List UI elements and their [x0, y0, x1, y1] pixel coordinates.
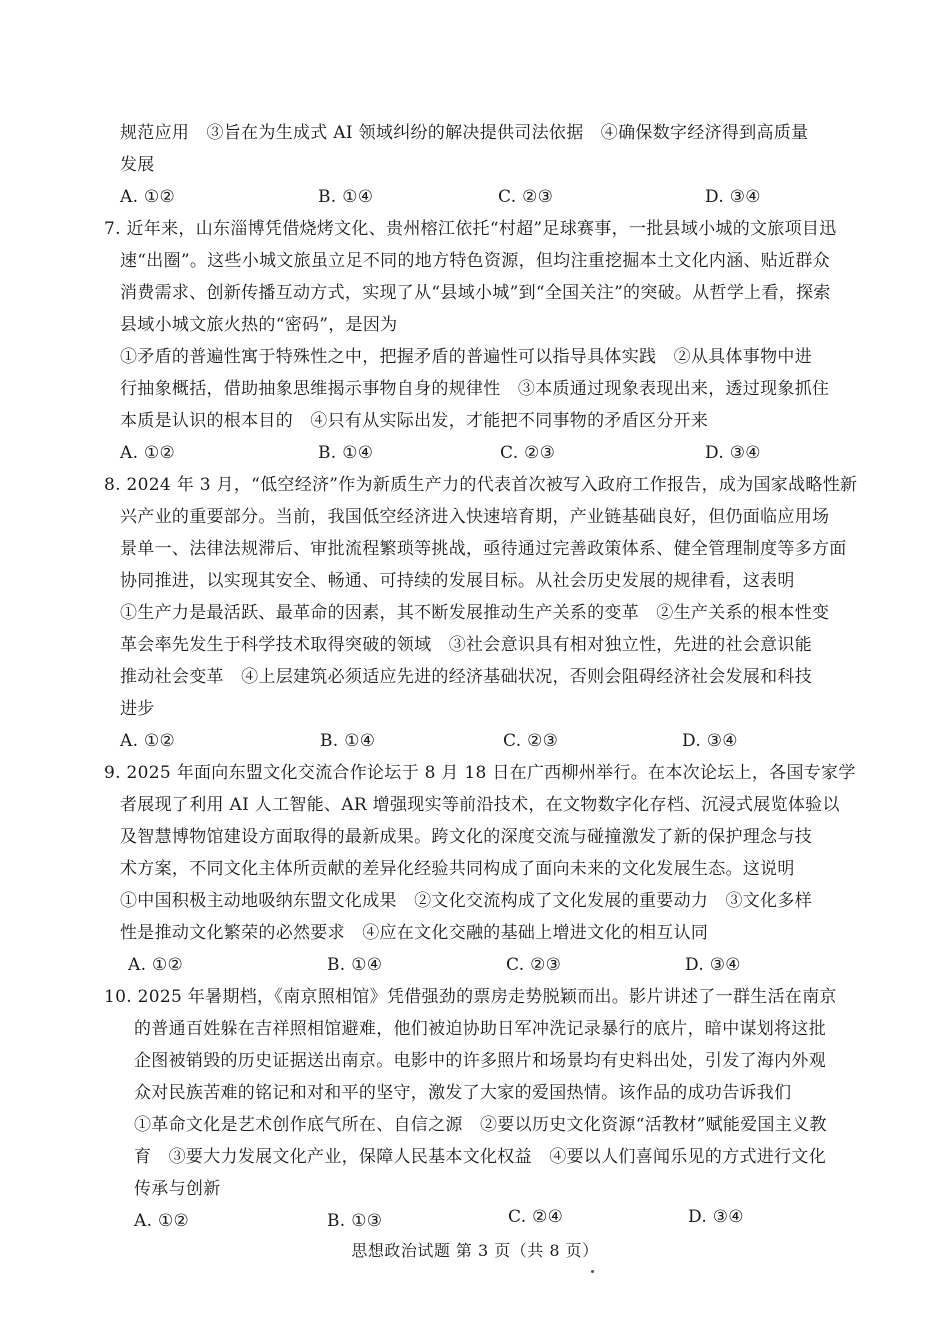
question-stem-line: 景单一、法律法规滞后、审批流程繁琐等挑战，亟待通过完善政策体系、健全管理制度等多方面	[120, 539, 847, 559]
option-b: B. ①③	[327, 1211, 383, 1231]
option-c: C. ②④	[508, 1207, 564, 1227]
option-c: C. ②③	[498, 187, 554, 207]
statement-line: ①生产力是最活跃、最革命的因素，其不断发展推动生产关系的变革 ②生产关系的根本性变	[120, 603, 830, 623]
option-b: B. ①④	[327, 955, 383, 975]
option-d: D. ③④	[682, 731, 738, 751]
scan-speck	[591, 1270, 594, 1273]
question-stem-line: 者展现了利用 AI 人工智能、AR 增强现实等前沿技术，在文物数字化存档、沉浸式展览体验以	[120, 795, 840, 815]
statement-line: 传承与创新	[134, 1179, 221, 1199]
question-stem-line: 7. 近年来，山东淄博凭借烧烤文化、贵州榕江依托“村超”足球赛事，一批县域小城的文旅项目迅	[104, 219, 837, 239]
question-stem-line: 众对民族苦难的铭记和对和平的坚守，激发了大家的爱国热情。该作品的成功告诉我们	[134, 1083, 792, 1103]
statement-line: 革会率先发生于科学技术取得突破的领域 ③社会意识具有相对独立性，先进的社会意识能	[120, 635, 812, 655]
question-stem-line: 术方案，不同文化主体所贡献的差异化经验共同构成了面向未来的文化发展生态。这说明	[120, 859, 795, 879]
option-b: B. ①④	[320, 731, 376, 751]
statement-line: ①革命文化是艺术创作底气所在、自信之源 ②要以历史文化资源“活教材”赋能爱国主义教	[134, 1115, 827, 1135]
option-a: A. ①②	[120, 731, 176, 751]
statement-line: 行抽象概括，借助抽象思维揭示事物自身的规律性 ③本质通过现象表现出来，透过现象抓住	[120, 379, 830, 399]
option-d: D. ③④	[705, 443, 761, 463]
statement-line: 推动社会变革 ④上层建筑必须适应先进的经济基础状况，否则会阻碍经济社会发展和科技	[120, 667, 812, 687]
question-stem-line: 企图被销毁的历史证据送出南京。电影中的许多照片和场景均有史料出处，引发了海内外观	[134, 1051, 826, 1071]
option-c: C. ②③	[506, 955, 562, 975]
option-c: C. ②③	[503, 731, 559, 751]
option-a: A. ①②	[120, 443, 176, 463]
question-stem-line: 8. 2024 年 3 月，“低空经济”作为新质生产力的代表首次被写入政府工作报告，成为国家战略性新	[104, 475, 858, 495]
statement-line: ①中国积极主动地吸纳东盟文化成果 ②文化交流构成了文化发展的重要动力 ③文化多样	[120, 891, 812, 911]
option-b: B. ①④	[318, 187, 374, 207]
question-stem-line: 速“出圈”。这些小城文旅虽立足不同的地方特色资源，但均注重挖掘本土文化内涵、贴近群众	[120, 251, 830, 271]
question-line: 规范应用 ③旨在为生成式 AI 领域纠纷的解决提供司法依据 ④确保数字经济得到高质量	[120, 123, 809, 143]
question-stem-line: 兴产业的重要部分。当前，我国低空经济进入快速培育期，产业链基础良好，但仍面临应用场	[120, 507, 830, 527]
question-stem-line: 县域小城文旅火热的“密码”，是因为	[120, 315, 398, 335]
option-a: A. ①②	[128, 955, 184, 975]
option-d: D. ③④	[705, 187, 761, 207]
option-c: C. ②③	[500, 443, 556, 463]
question-stem-line: 10. 2025 年暑期档，《南京照相馆》凭借强劲的票房走势脱颖而出。影片讲述了一群生活在南京	[104, 987, 837, 1007]
statement-line: 育 ③要大力发展文化产业，保障人民基本文化权益 ④要以人们喜闻乐见的方式进行文化	[134, 1147, 826, 1167]
statement-line: 本质是认识的根本目的 ④只有从实际出发，才能把不同事物的矛盾区分开来	[120, 411, 709, 431]
statement-line: ①矛盾的普遍性寓于特殊性之中，把握矛盾的普遍性可以指导具体实践 ②从具体事物中进	[120, 347, 812, 367]
question-stem-line: 消费需求、创新传播互动方式，实现了从“县域小城”到“全国关注”的突破。从哲学上看，探索	[120, 283, 831, 303]
question-line: 发展	[120, 155, 155, 175]
question-stem-line: 及智慧博物馆建设方面取得的最新成果。跨文化的深度交流与碰撞激发了新的保护理念与技	[120, 827, 812, 847]
statement-line: 性是推动文化繁荣的必然要求 ④应在文化交融的基础上增进文化的相互认同	[120, 923, 709, 943]
question-stem-line: 9. 2025 年面向东盟文化交流合作论坛于 8 月 18 日在广西柳州举行。在本次论坛上，各国专家学	[104, 763, 856, 783]
option-b: B. ①④	[318, 443, 374, 463]
option-d: D. ③④	[685, 955, 741, 975]
option-a: A. ①②	[134, 1211, 190, 1231]
option-a: A. ①②	[120, 187, 176, 207]
question-stem-line: 协同推进，以实现其安全、畅通、可持续的发展目标。从社会历史发展的规律看，这表明	[120, 571, 795, 591]
statement-line: 进步	[120, 699, 155, 719]
option-d: D. ③④	[688, 1207, 744, 1227]
question-stem-line: 的普通百姓躲在吉祥照相馆避难，他们被迫协助日军冲洗记录暴行的底片，暗中谋划将这批	[134, 1019, 826, 1039]
page-footer: 思想政治试题 第 3 页（共 8 页）	[351, 1241, 599, 1260]
